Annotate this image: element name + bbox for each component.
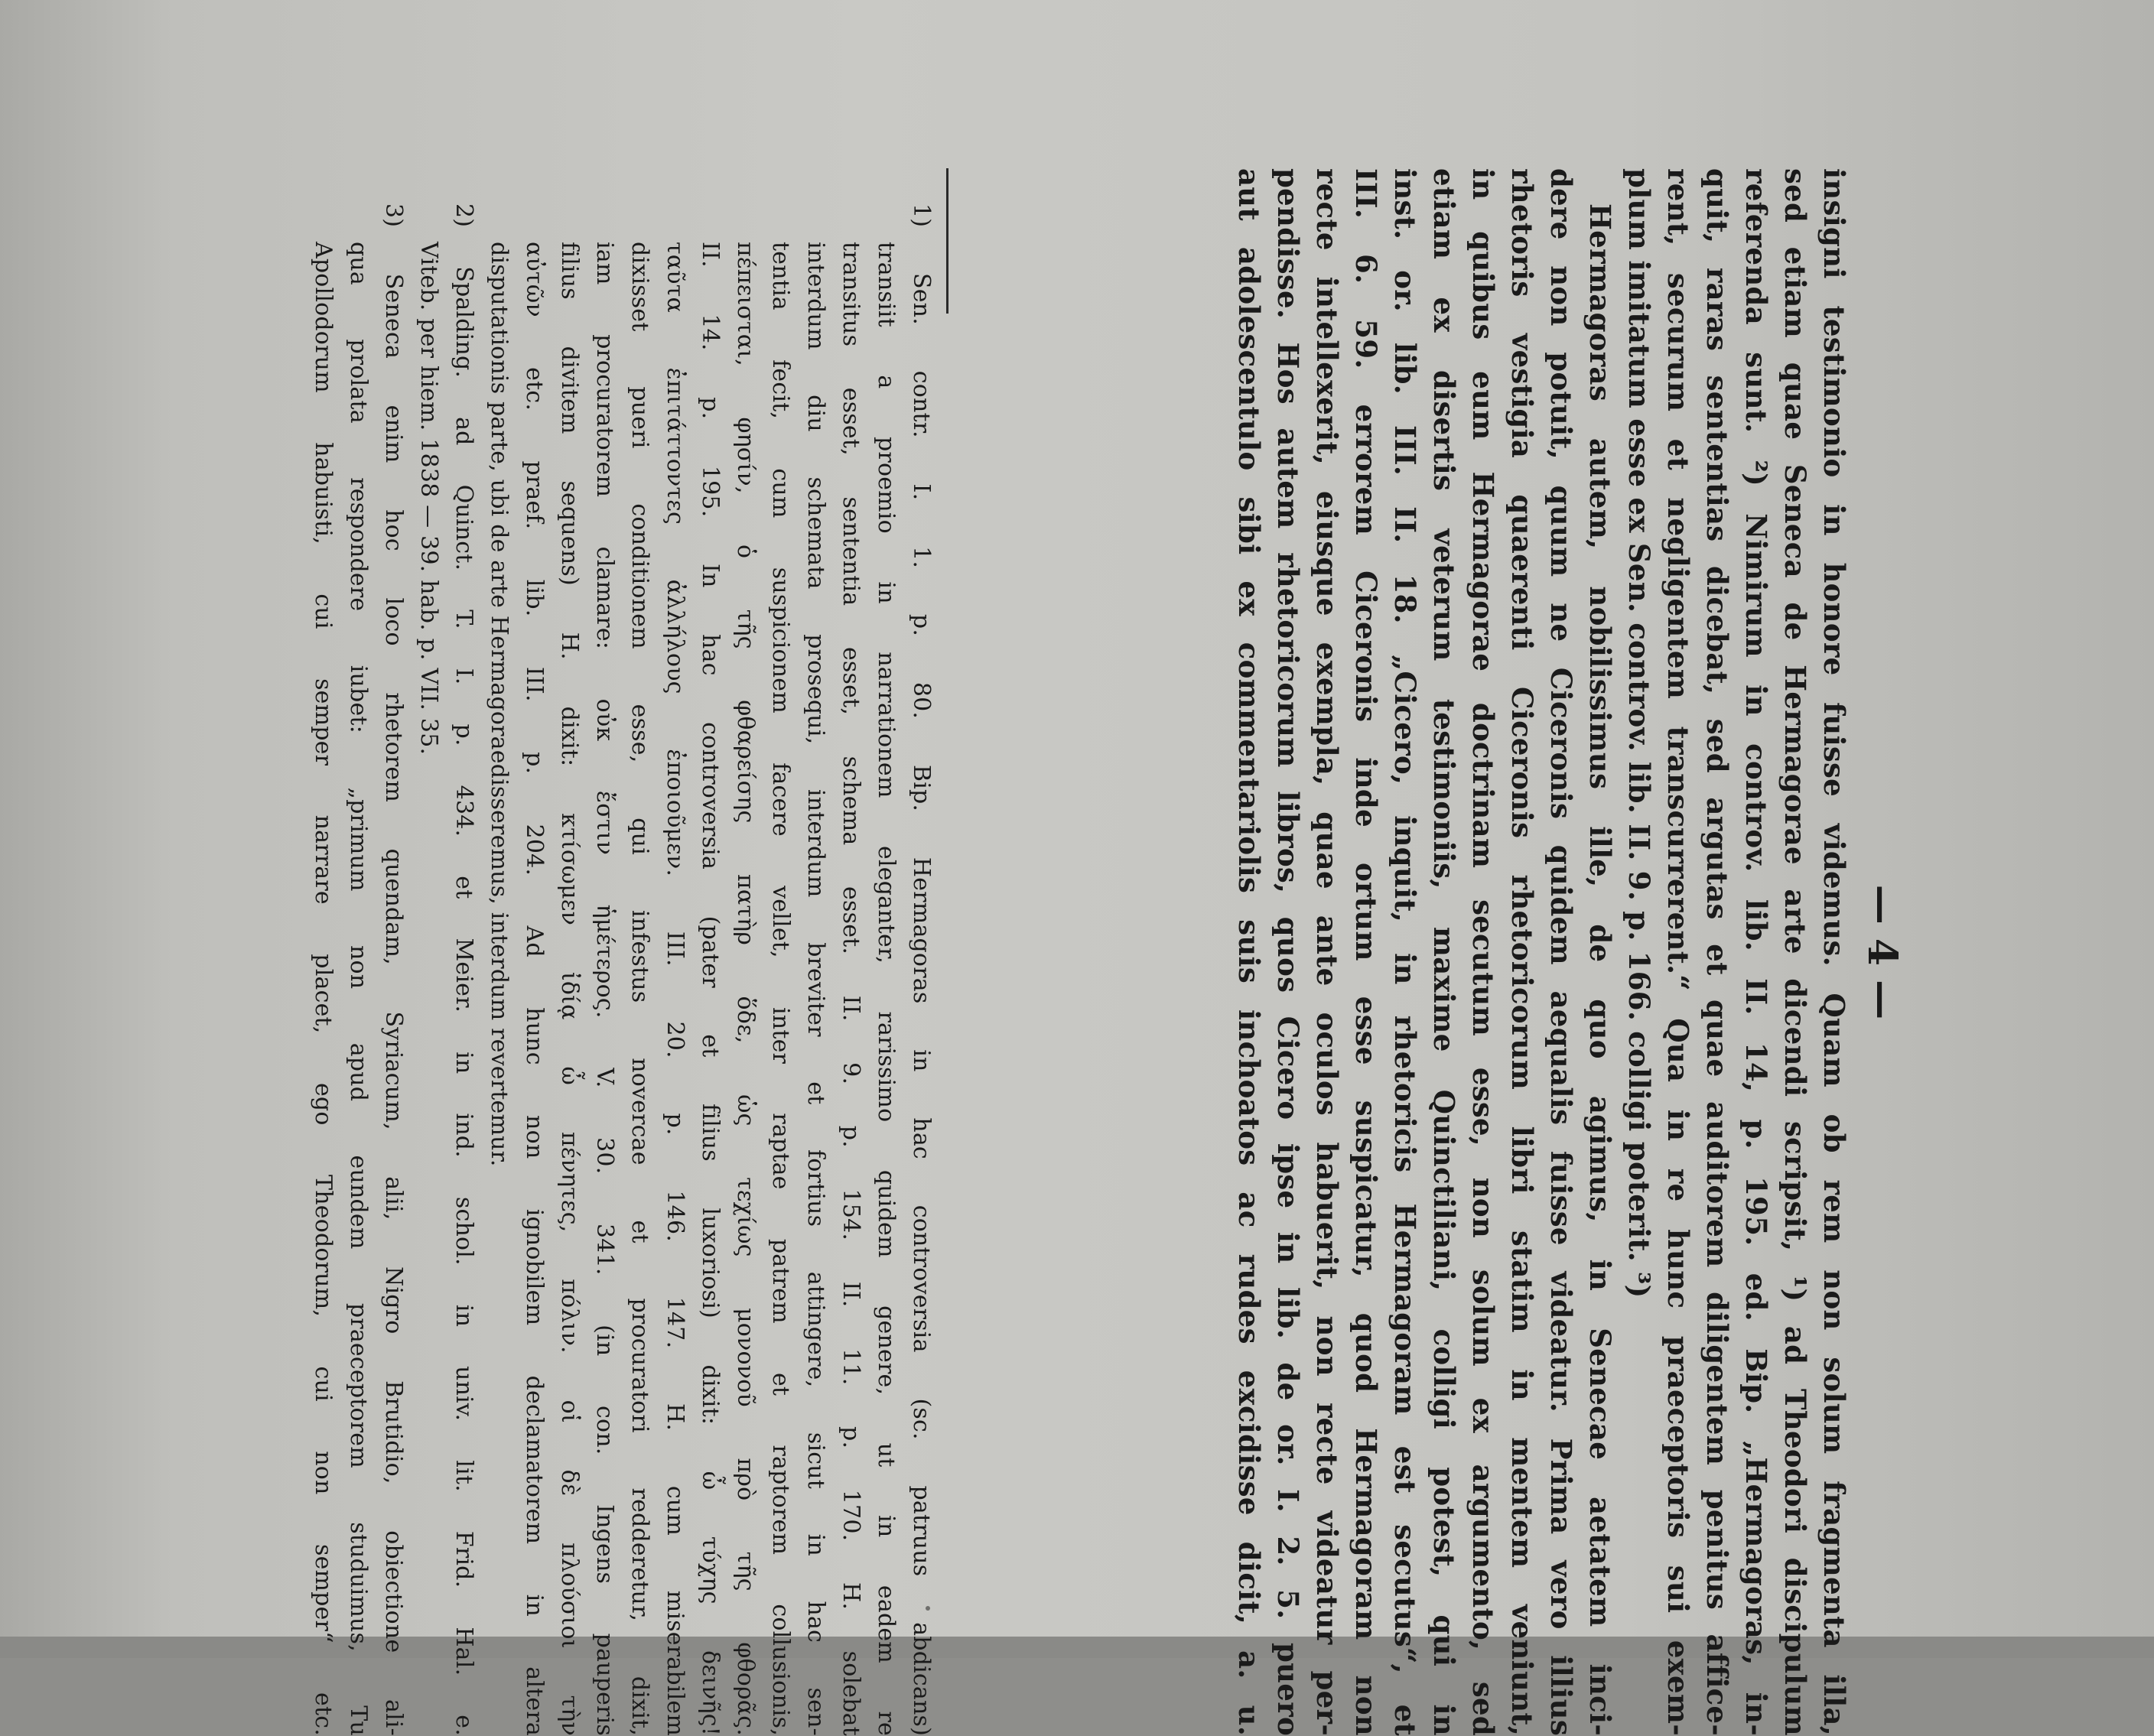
footnote-line: αὐτῶν etc. praef. lib. III. p. 204. Ad hunc non ignobilem declamatorem in altera — [521, 242, 548, 1736]
main-line: plum imitatum esse ex Sen. controv. lib. II. 9. p. 166. colligi poterit. ³) — [1622, 168, 1656, 1299]
main-line: pendisse. Hos autem rhetoricorum libros, quos Cicero ipse in lib. de or. I. 2. 5. puero — [1271, 168, 1305, 1736]
rotated-text-page — [130, 168, 1905, 1736]
main-line: referenda sunt. ²) Nimirum in controv. lib. II. 14, p. 195. ed. Bip. „Hermagoras, in- — [1739, 168, 1773, 1736]
footnote-line: 3) Seneca enim hoc loco rhetorem quendam, Syriacum, alii, Nigro Brutidio, obiectione ali- — [380, 203, 407, 1736]
footnote-line: dixisset pueri conditionem esse, qui infestus novercae et procuratori redderetur, dixit, — [626, 242, 653, 1736]
footnote-line: πέπεισται, φησίν, ὁ τῆς φθαρείσης πατὴρ ὅδε, ὡς τεχίως μονονοῦ πρὸ τῆς φθορᾶς. — [732, 242, 759, 1736]
main-line: rhetoris vestigia quaerenti Ciceronis rhetoricorum libri statim in mentem veniunt, — [1505, 168, 1539, 1736]
main-line: Hermagoras autem, nobilissimus ille, de quo agimus, in Senecae aetatem inci- — [1583, 203, 1617, 1736]
footnote-line: disputationis parte, ubi de arte Hermagoraedisseremus, interdum revertemur. — [486, 242, 512, 1167]
footnote-line: transiit a proemio in narrationem eleganter, rarissimo quidem genere, ut in eadem re — [873, 242, 900, 1736]
footnote-line: filius divitem sequens) H. dixit: κτίσωμεν ἰδίᾳ ὦ πένητες, πόλιν. οἱ δὲ πλούσιοι τὴν — [556, 242, 583, 1736]
footnote-line: Viteb. per hiem. 1838 — 39. hab. p. VII. 35. — [415, 242, 442, 756]
main-line: etiam ex disertis veterum testimoniis, maxime Quinctiliani, colligi potest, qui in — [1427, 168, 1461, 1736]
footnote-line: 1) Sen. contr. I. 1. p. 80. Bip. Hermagoras in hac controversia (sc. patruus abdicans) — [908, 203, 935, 1736]
footnote-line: 2) Spalding. ad Quinct. T. I. p. 434. et Meier. in ind. schol. in univ. lit. Frid. Hal. e. — [451, 203, 477, 1736]
footnote-line: II. 14. p. 195. In hac controversia (pater et filius luxoriosi) dixit: ὦ τύχης δεινῆς! — [697, 242, 724, 1736]
main-line: III. 6. 59. errorem Ciceronis inde ortum esse suspicatur, quod Hermagoram non — [1349, 168, 1383, 1736]
footnote-line: transitus esset, sententia esset, schema esset. II. 9. p. 154. II. 11. p. 170. H. solebat — [838, 242, 864, 1736]
main-line: in quibus eum Hermagorae doctrinam secutum esse, non solum ex argumento, sed — [1466, 168, 1500, 1736]
main-line: quit, raras sententias dicebat, sed argutas et quae auditorem diligentem penitus affice- — [1700, 168, 1734, 1736]
main-line: dere non potuit, quum ne Ciceronis quidem aequalis fuisse videatur. Prima vero illius — [1544, 168, 1578, 1736]
footnote-line: iam procuratorem clamare: οὐκ ἔστιν ἡμέτερος. V. 30. 341. (in con. Ingens pauperis — [591, 242, 618, 1736]
main-line: inst. or. lib. III. II. 18. „Cicero, inquit, in rhetoricis Hermagoram est secutus“, et — [1388, 168, 1422, 1736]
main-line: aut adolescentulo sibi ex commentariolis suis inchoatos ac rudes excidisse dicit, a. u. — [1232, 168, 1266, 1736]
footnote-line: Apollodorum habuisti, cui semper narrare placet, ego Theodorum, cui non semper“ etc. — [310, 242, 337, 1736]
main-line: rent, securum et negligentem transcurrerent.“ Qua in re hunc praeceptoris sui exem- — [1661, 168, 1695, 1736]
footnote-line: qua prolata respondere iubet: „primum non apud eundem praeceptorem studuimus, Tu — [345, 242, 372, 1736]
footnote-line: interdum diu schemata prosequi, interdum breviter et fortius attingere, sicut in hac sen- — [802, 242, 829, 1736]
main-line: recte intellexerit, eiusque exempla, quae ante oculos habuerit, non recte videatur per- — [1310, 168, 1344, 1736]
page-number: — 4 — — [1859, 884, 1905, 1020]
footnote-line: ταῦτα ἐπιτάττοντες ἀλλήλους ἐποιοῦμεν. III. 20. p. 146. 147. H. cum miserabilem — [662, 242, 688, 1736]
footnote-line: tentia fecit, cum suspicionem facere vellet, inter raptae patrem et raptorem collusionis, — [767, 242, 794, 1736]
footnote-separator-rule — [946, 168, 948, 314]
main-line: insigni testimonio in honore fuisse videmus. Quam ob rem non solum fragmenta illa, — [1817, 168, 1851, 1736]
main-line: sed etiam quae Seneca de Hermagorae arte dicendi scripsit, ¹) ad Theodori discipulum — [1778, 168, 1812, 1736]
